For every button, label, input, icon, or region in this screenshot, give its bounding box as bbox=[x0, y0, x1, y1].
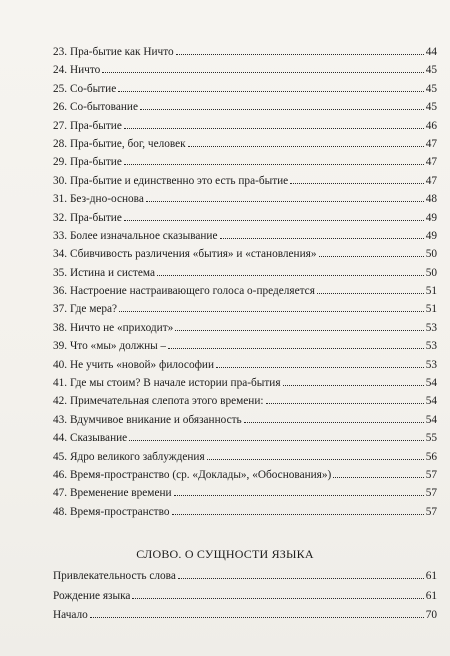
dot-leader bbox=[216, 367, 424, 368]
dot-leader bbox=[188, 146, 424, 147]
toc-entry bbox=[53, 356, 437, 374]
toc-entry-title: Начало bbox=[53, 609, 88, 622]
dot-leader bbox=[90, 617, 424, 618]
toc-entry bbox=[53, 135, 437, 153]
toc-entry-title: 46. Время-пространство (ср. «Доклады», «Обоснования») bbox=[53, 468, 332, 481]
dot-leader bbox=[333, 477, 423, 478]
toc-entry-title: 29. Пра-бытие bbox=[53, 156, 122, 169]
toc-entry-page: 51 bbox=[425, 303, 437, 316]
dot-leader bbox=[175, 330, 423, 331]
toc-entry-title: 28. Пра-бытие, бог, человек bbox=[53, 137, 186, 150]
toc-entry bbox=[53, 567, 437, 587]
toc-entry bbox=[53, 43, 437, 61]
section-table-of-contents bbox=[53, 567, 437, 626]
toc-entry-page: 57 bbox=[425, 505, 437, 518]
dot-leader bbox=[220, 238, 424, 239]
toc-entry-title: 47. Временение времени bbox=[53, 487, 172, 500]
dot-leader bbox=[102, 72, 423, 73]
toc-entry-page: 56 bbox=[425, 450, 437, 463]
toc-entry-title: 33. Более изначальное сказывание bbox=[53, 229, 218, 242]
toc-entry bbox=[53, 190, 437, 208]
toc-entry-page: 57 bbox=[425, 468, 437, 481]
dot-leader bbox=[172, 514, 424, 515]
dot-leader bbox=[119, 311, 424, 312]
toc-entry-page: 45 bbox=[425, 101, 437, 114]
toc-entry-page: 49 bbox=[425, 211, 437, 224]
toc-entry-title: 26. Со-бытование bbox=[53, 101, 138, 114]
toc-entry bbox=[53, 448, 437, 466]
toc-entry bbox=[53, 117, 437, 135]
toc-entry bbox=[53, 98, 437, 116]
toc-entry-title: 36. Настроение настраивающего голоса о-пределяется bbox=[53, 285, 315, 298]
toc-entry-title: 23. Пра-бытие как Ничто bbox=[53, 46, 174, 58]
dot-leader bbox=[132, 598, 423, 599]
toc-entry bbox=[53, 80, 437, 98]
toc-entry-title: 42. Примечательная слепота этого времени: bbox=[53, 395, 264, 408]
toc-entry bbox=[53, 466, 437, 484]
toc-entry bbox=[53, 172, 437, 190]
toc-entry bbox=[53, 264, 437, 282]
toc-entry-title: 39. Что «мы» должны – bbox=[53, 340, 167, 353]
toc-entry-title: 34. Сбивчивость различения «бытия» и «становления» bbox=[53, 248, 317, 261]
toc-entry-page: 48 bbox=[425, 193, 437, 206]
toc-entry-page: 61 bbox=[425, 570, 437, 582]
toc-entry-title: 30. Пра-бытие и единственно это есть пра-бытие bbox=[53, 174, 289, 187]
toc-entry-title: 24. Ничто bbox=[53, 64, 101, 77]
toc-entry-page: 47 bbox=[425, 137, 437, 150]
toc-entry bbox=[53, 227, 437, 245]
dot-leader bbox=[266, 403, 424, 404]
table-of-contents bbox=[53, 43, 437, 521]
toc-entry bbox=[53, 153, 437, 171]
toc-entry-page: 44 bbox=[425, 46, 437, 58]
toc-entry-page: 54 bbox=[425, 395, 437, 408]
toc-entry-title: 38. Ничто не «приходит» bbox=[53, 321, 174, 334]
toc-entry bbox=[53, 209, 437, 227]
toc-entry-title: 48. Время-пространство bbox=[53, 505, 170, 518]
dot-leader bbox=[124, 220, 424, 221]
toc-entry-page: 57 bbox=[425, 487, 437, 500]
toc-entry bbox=[53, 503, 437, 521]
toc-entry bbox=[53, 484, 437, 502]
toc-entry-title: 40. Не учить «новой» философии bbox=[53, 358, 215, 371]
toc-entry bbox=[53, 606, 437, 626]
toc-entry-page: 61 bbox=[425, 589, 437, 602]
toc-entry bbox=[53, 282, 437, 300]
toc-entry-title: Рождение языка bbox=[53, 589, 131, 602]
toc-entry-title: 27. Пра-бытие bbox=[53, 119, 122, 132]
toc-entry bbox=[53, 337, 437, 355]
toc-entry-title: 41. Где мы стоим? В начале истории пра-бытия bbox=[53, 377, 281, 390]
toc-entry bbox=[53, 392, 437, 410]
toc-entry-title: 31. Без-дно-основа bbox=[53, 193, 144, 206]
toc-entry-page: 46 bbox=[425, 119, 437, 132]
toc-entry-title: 25. Со-бытие bbox=[53, 82, 117, 95]
toc-entry-page: 45 bbox=[425, 64, 437, 77]
toc-entry-page: 53 bbox=[425, 321, 437, 334]
toc-entry-page: 45 bbox=[425, 82, 437, 95]
toc-entry bbox=[53, 411, 437, 429]
toc-entry-page: 70 bbox=[425, 609, 437, 622]
toc-entry-page: 50 bbox=[425, 248, 437, 261]
toc-entry bbox=[53, 429, 437, 447]
toc-entry-page: 49 bbox=[425, 229, 437, 242]
toc-entry bbox=[53, 245, 437, 263]
toc-entry-title: 37. Где мера? bbox=[53, 303, 118, 316]
toc-entry bbox=[53, 61, 437, 79]
dot-leader bbox=[317, 293, 424, 294]
toc-entry bbox=[53, 300, 437, 318]
toc-entry-page: 53 bbox=[425, 358, 437, 371]
dot-leader bbox=[129, 440, 424, 441]
toc-entry-page: 54 bbox=[425, 413, 437, 426]
toc-entry-page: 55 bbox=[425, 432, 437, 445]
toc-entry-title: 35. Истина и система bbox=[53, 266, 155, 279]
dot-leader bbox=[118, 91, 423, 92]
toc-entry bbox=[53, 319, 437, 337]
dot-leader bbox=[290, 183, 424, 184]
toc-entry-title: 44. Сказывание bbox=[53, 432, 128, 445]
dot-leader bbox=[174, 495, 424, 496]
toc-entry-page: 50 bbox=[425, 266, 437, 279]
toc-entry bbox=[53, 374, 437, 392]
dot-leader bbox=[207, 459, 424, 460]
dot-leader bbox=[140, 109, 424, 110]
dot-leader bbox=[157, 275, 424, 276]
section-heading: СЛОВО. О СУЩНОСТИ ЯЗЫКА bbox=[136, 547, 314, 561]
toc-entry-page: 47 bbox=[425, 174, 437, 187]
toc-entry-title: 32. Пра-бытие bbox=[53, 211, 122, 224]
toc-entry bbox=[53, 587, 437, 607]
toc-entry-page: 54 bbox=[425, 377, 437, 390]
dot-leader bbox=[244, 422, 424, 423]
dot-leader bbox=[283, 385, 424, 386]
toc-entry-page: 51 bbox=[425, 285, 437, 298]
toc-entry-title: 45. Ядро великого заблуждения bbox=[53, 450, 205, 463]
toc-entry-title: 43. Вдумчивое вникание и обязанность bbox=[53, 413, 242, 426]
dot-leader bbox=[124, 128, 424, 129]
dot-leader bbox=[319, 256, 424, 257]
toc-entry-page: 53 bbox=[425, 340, 437, 353]
dot-leader bbox=[178, 578, 424, 579]
dot-leader bbox=[168, 348, 423, 349]
dot-leader bbox=[124, 164, 424, 165]
dot-leader bbox=[176, 54, 424, 55]
toc-entry-title: Привлекательность слова bbox=[53, 570, 176, 582]
toc-entry-page: 47 bbox=[425, 156, 437, 169]
dot-leader bbox=[146, 201, 424, 202]
